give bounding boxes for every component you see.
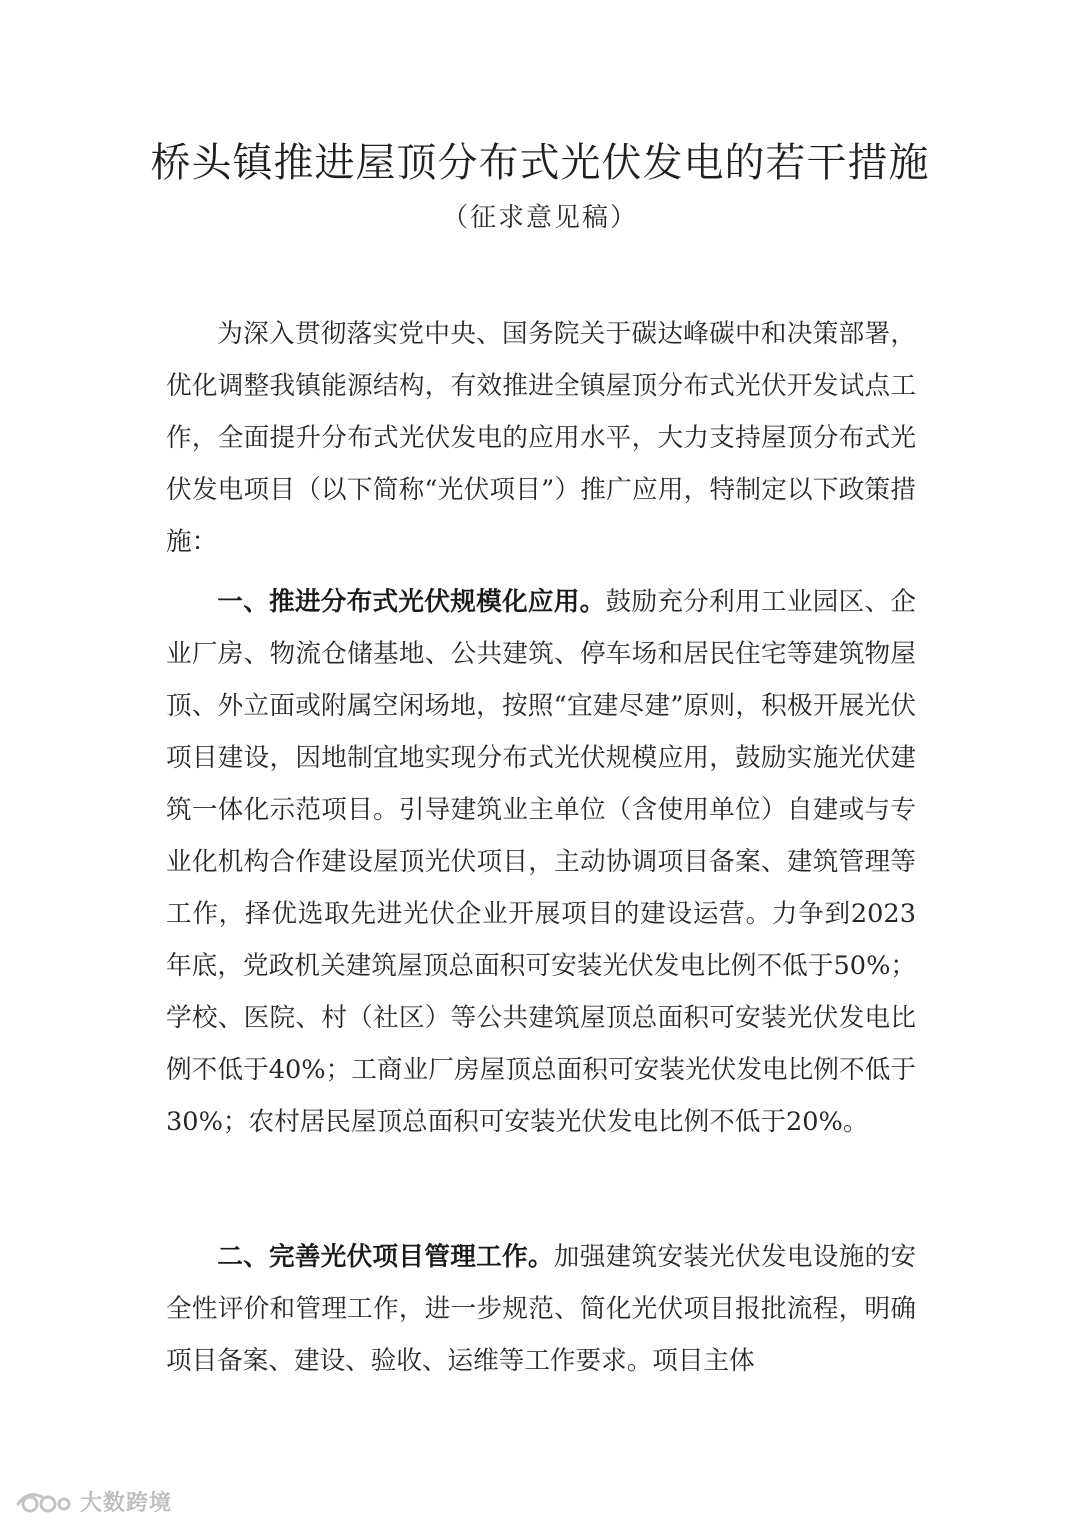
document-title: 桥头镇推进屋顶分布式光伏发电的若干措施 bbox=[150, 140, 930, 186]
section-2 bbox=[166, 1231, 916, 1387]
section-2-body: 加强建筑安装光伏发电设施的安全性评价和管理工作，进一步规范、简化光伏项目报批流程，明确项目备案、建设、验收、运维等工作要求。项目主体 bbox=[166, 1242, 916, 1376]
section-1-body: 鼓励充分利用工业园区、企业厂房、物流仓储基地、公共建筑、停车场和居民住宅等建筑物屋顶、外立面或附属空闲场地，按照“宜建尽建”原则，积极开展光伏项目建设，因地制宜地实现分布式光伏规模应用，鼓励实施光伏建筑一体化示范项目。引导建筑业主单位（含使用单位）自建或与专业化机构合作建设屋顶光伏项目，主动协调项目备案、建筑管理等工作，择优选取先进光伏企业开展项目的建设运营。力争到2023年底，党政机关建筑屋顶总面积可安装光伏发电比例不低于50%；学校、医院、村（社区）等公共建筑屋顶总面积可安装光伏发电比例不低于40%；工商业厂房屋顶总面积可安装光伏发电比例不低于30%；农村居民屋顶总面积可安装光伏发电比例不低于20%。 bbox=[166, 587, 916, 1137]
intro-paragraph-block bbox=[166, 308, 916, 568]
watermark bbox=[14, 1486, 172, 1516]
watermark-text: 大数跨境 bbox=[80, 1490, 173, 1516]
section-1 bbox=[166, 576, 916, 1148]
section-1-paragraph bbox=[166, 576, 916, 1148]
section-2-heading: 二、完善光伏项目管理工作。 bbox=[217, 1242, 554, 1272]
document-subtitle: （征求意见稿） bbox=[441, 203, 638, 233]
section-1-heading: 一、推进分布式光伏规模化应用。 bbox=[217, 587, 606, 617]
eye-logo-icon bbox=[14, 1488, 72, 1514]
intro-paragraph: 为深入贯彻落实党中央、国务院关于碳达峰碳中和决策部署，优化调整我镇能源结构，有效推进全镇屋顶分布式光伏开发试点工作，全面提升分布式光伏发电的应用水平，大力支持屋顶分布式光伏发电项目（以下简称“光伏项目”）推广应用，特制定以下政策措施： bbox=[166, 319, 916, 557]
section-2-paragraph bbox=[166, 1231, 916, 1387]
